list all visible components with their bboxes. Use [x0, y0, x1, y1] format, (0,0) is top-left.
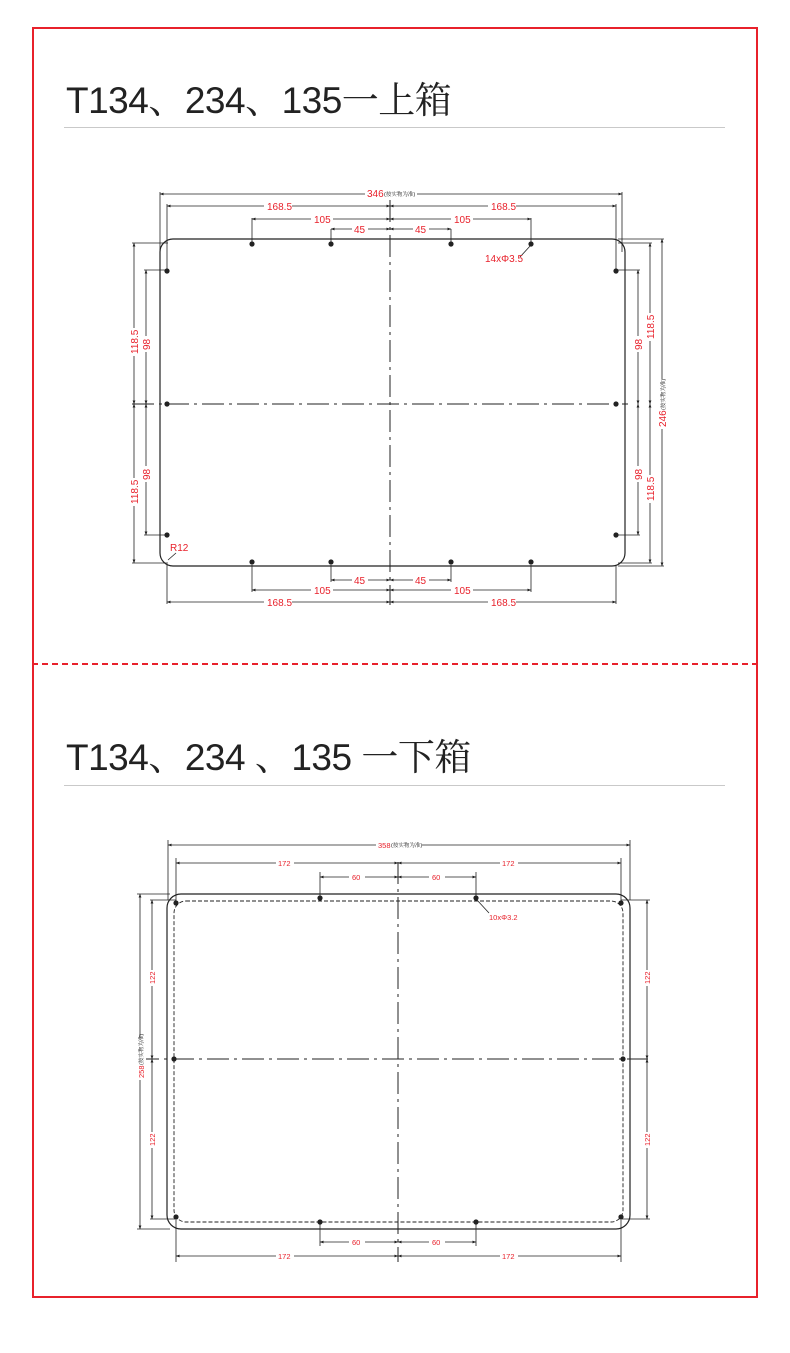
upper-center-lines: [132, 200, 628, 605]
lower-box-title: T134、234 、135 一下箱: [66, 737, 471, 778]
upper-mid-span-label: 105: [454, 586, 471, 597]
upper-inner-height-label: 98: [142, 338, 153, 350]
lower-inner-span-label: 60: [432, 1238, 441, 1247]
upper-box-outline: [160, 239, 625, 566]
upper-half-height-label: 118.5: [130, 329, 141, 354]
upper-half-span-label: 168.5: [267, 202, 293, 213]
upper-dimension-labels: [129, 188, 669, 609]
lower-hole-note: 10xΦ3.2: [489, 913, 518, 922]
upper-inner-span-label: 45: [354, 576, 366, 587]
lower-height-label: 258: [137, 1065, 146, 1078]
lower-half-span-label: 172: [278, 859, 291, 868]
lower-half-span-label: 172: [278, 1252, 291, 1261]
lower-center-lines: [137, 862, 648, 1262]
upper-inner-height-label: 98: [142, 468, 153, 480]
upper-half-height-label: 118.5: [646, 314, 657, 339]
upper-mounting-holes: [164, 241, 618, 564]
lower-half-height-label: 122: [643, 971, 652, 984]
upper-inner-span-label: 45: [415, 225, 427, 236]
lower-half-span-label: 172: [502, 1252, 515, 1261]
lower-half-height-label: 122: [148, 1133, 157, 1146]
upper-inner-height-label: 98: [634, 468, 645, 480]
lower-inner-span-label: 60: [432, 873, 441, 882]
upper-mid-span-label: 105: [314, 215, 331, 226]
upper-width-label: 346: [367, 189, 384, 200]
lower-inner-span-label: 60: [352, 873, 361, 882]
upper-half-height-label: 118.5: [646, 476, 657, 501]
lower-half-height-label: 122: [148, 971, 157, 984]
upper-mid-span-label: 105: [314, 586, 331, 597]
upper-half-height-label: 118.5: [130, 479, 141, 504]
lower-half-height-label: 122: [643, 1133, 652, 1146]
lower-inner-span-label: 60: [352, 1238, 361, 1247]
upper-hole-note: 14xΦ3.5: [485, 254, 524, 265]
upper-box-drawing: [132, 192, 664, 605]
upper-inner-span-label: 45: [354, 225, 366, 236]
lower-height-note: (按实物为准): [139, 1033, 145, 1065]
upper-mid-span-label: 105: [454, 215, 471, 226]
upper-height-note: (按实物为准): [661, 378, 667, 410]
lower-half-span-label: 172: [502, 859, 515, 868]
lower-width-label: 358: [378, 841, 391, 850]
lower-dimension-labels: [136, 840, 652, 1261]
upper-width-note: (按实物为准): [384, 192, 416, 198]
upper-corner-radius: R12: [170, 543, 189, 554]
upper-half-span-label: 168.5: [267, 598, 293, 609]
upper-inner-span-label: 45: [415, 576, 427, 587]
lower-width-note: (按实物为准): [391, 843, 423, 849]
upper-inner-height-label: 98: [634, 338, 645, 350]
upper-height-label: 246: [658, 410, 669, 427]
lower-box-drawing: [137, 840, 650, 1262]
upper-half-span-label: 168.5: [491, 202, 517, 213]
upper-box-title: T134、234、135一上箱: [66, 80, 452, 121]
upper-half-span-label: 168.5: [491, 598, 517, 609]
